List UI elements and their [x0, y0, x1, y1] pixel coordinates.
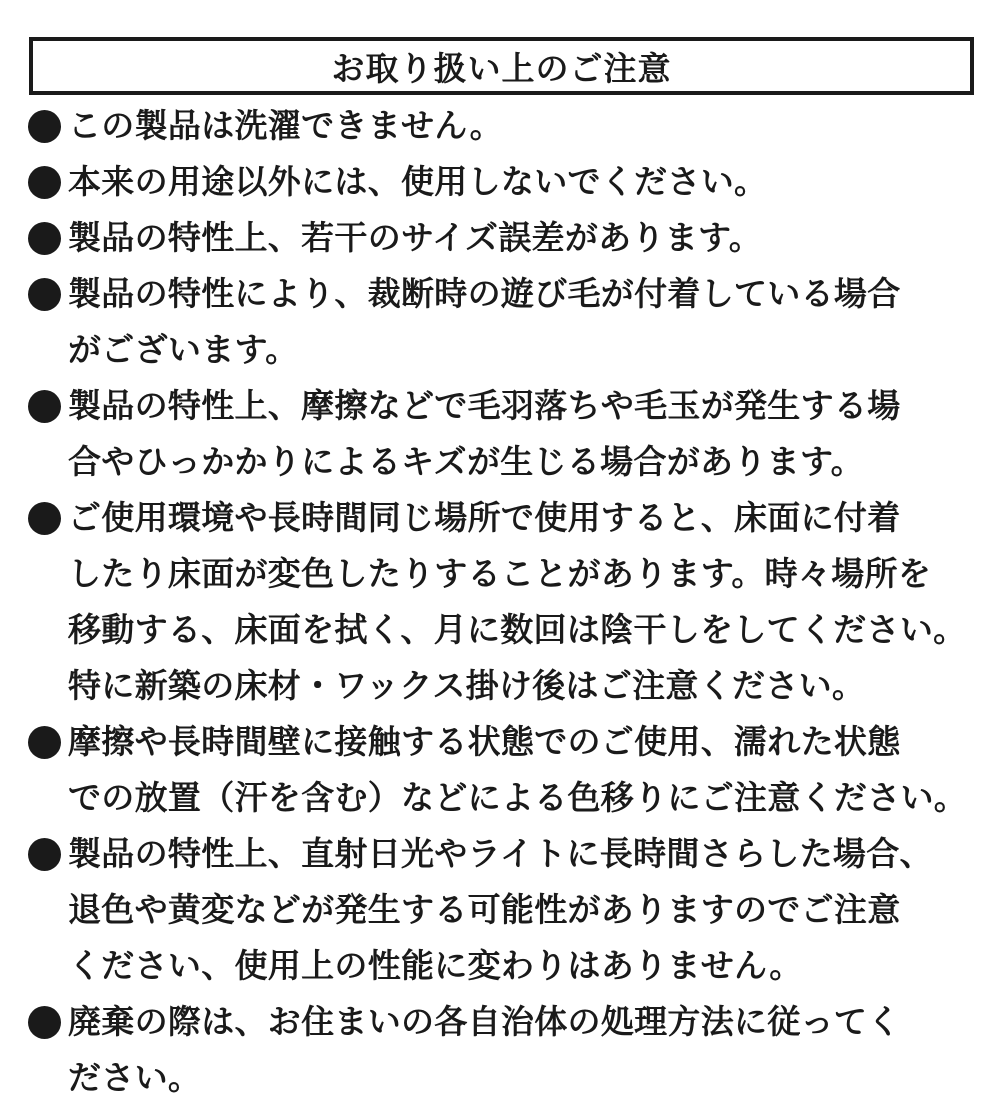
bullet-icon [28, 210, 66, 266]
notice-title-box [29, 37, 974, 95]
item-line: 合やひっかかりによるキズが生じる場合があります。 [68, 442, 864, 481]
item-line: 廃棄の際は、お住まいの各自治体の処理方法に従ってく [68, 1002, 901, 1041]
item-line: 製品の特性により、裁断時の遊び毛が付着している場合 [68, 274, 901, 313]
list-item [28, 154, 973, 210]
item-line: 本来の用途以外には、使用しないでください。 [68, 162, 768, 201]
list-item [28, 714, 973, 826]
bullet-icon [28, 994, 66, 1050]
item-line: 製品の特性上、直射日光やライトに長時間さらした場合、 [68, 834, 933, 873]
notice-title: お取り扱い上のご注意 [331, 48, 672, 88]
item-line: ください、使用上の性能に変わりはありません。 [68, 946, 803, 985]
notice-list [28, 98, 973, 1106]
list-item [28, 98, 973, 154]
bullet-icon [28, 154, 66, 210]
list-item [28, 994, 973, 1106]
bullet-icon [28, 98, 66, 154]
item-line: での放置（汗を含む）などによる色移りにご注意ください。 [68, 778, 968, 817]
bullet-icon [28, 714, 66, 770]
list-item [28, 826, 973, 994]
item-line: がございます。 [68, 330, 299, 369]
bullet-icon [28, 378, 66, 434]
list-item [28, 490, 973, 714]
item-line: 摩擦や長時間壁に接触する状態でのご使用、濡れた状態 [68, 722, 901, 761]
item-line: ご使用環境や長時間同じ場所で使用すると、床面に付着 [68, 498, 901, 537]
item-line: 退色や黄変などが発生する可能性がありますのでご注意 [68, 890, 901, 929]
bullet-icon [28, 490, 66, 546]
list-item [28, 378, 973, 490]
item-line: この製品は洗濯できません。 [68, 106, 503, 145]
bullet-icon [28, 826, 66, 882]
item-line: 製品の特性上、若干のサイズ誤差があります。 [68, 218, 763, 257]
item-line: 製品の特性上、摩擦などで毛羽落ちや毛玉が発生する場 [68, 386, 901, 425]
list-item [28, 266, 973, 378]
list-item [28, 210, 973, 266]
item-line: 特に新築の床材・ワックス掛け後はご注意ください。 [68, 666, 866, 705]
item-line: したり床面が変色したりすることがあります。時々場所を [68, 554, 932, 593]
item-line: ださい。 [68, 1058, 202, 1097]
bullet-icon [28, 266, 66, 322]
item-line: 移動する、床面を拭く、月に数回は陰干しをしてください。 [68, 610, 967, 649]
